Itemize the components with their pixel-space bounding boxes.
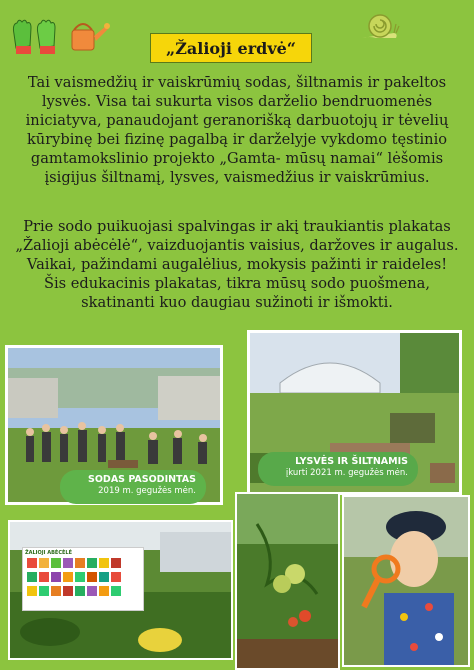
watering-can-icon [64,16,110,56]
abc-poster [22,547,144,611]
gardening-gloves-icon [8,14,64,60]
caption-date: įkurti 2021 m. gegužės mėn. [285,468,408,478]
intro-paragraph: Tai vaismedžių ir vaiskrūmių sodas, šiltnamis ir pakeltos lysvės. Visa tai sukurta visos darželio bendruomenės iniciatyva, panaudojant geranorišką darbuotojų ir tėvelių kūrybinę bei fizinę pagalbą ir darželyje vykdomo tęstinio gamtamokslinio projekto „Gamta- mūsų namai“ lėšomis įsigijus šiltnamį, lysves, vaismedžius ir vaiskrūmius. [25,74,449,186]
photo-tomato-plants [235,492,340,670]
caption-garden-planted [60,470,206,504]
caption-title: SODAS PASODINTAS [88,474,196,485]
photo-child-magnifier [342,495,470,667]
caption-title: LYSVĖS IR ŠILTNAMIS [295,456,408,467]
poster-paragraph: Prie sodo puikuojasi spalvingas ir akį traukiantis plakatas „Žalioji abėcėlė“, vaizduojantis vaisius, daržoves ir augalus. Vaikai, pažindami augalėlius, mokysis pažinti ir raideles! Šis edukacinis plakatas, tikra mūsų sodo puošmena, skatinanti kuo daugiau sužinoti ir išmokti. [15,218,459,311]
poster-title: ŽALIOJI ABĖCĖLĖ [25,550,73,556]
page-title: „Žalioji erdvė“ [150,33,312,63]
snail-icon [360,8,400,44]
caption-date: 2019 m. gegužės mėn. [98,486,196,496]
caption-greenhouse [258,452,418,486]
